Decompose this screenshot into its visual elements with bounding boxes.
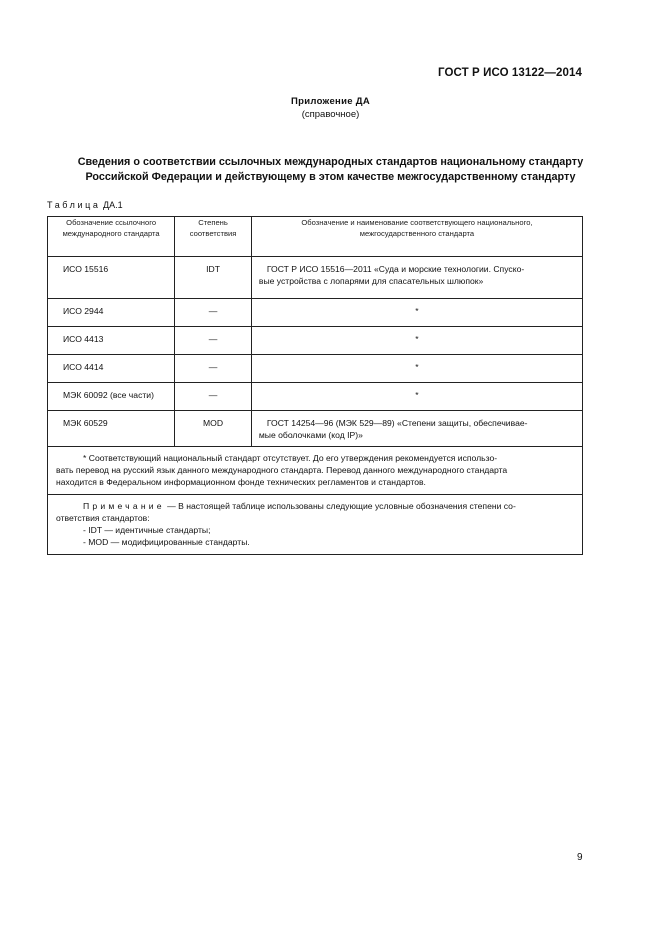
page-number: 9 xyxy=(577,852,583,863)
heading-line-1: Сведения о соответствии ссылочных международных стандартов национальному стандарту xyxy=(77,156,584,168)
row-degree: — xyxy=(175,383,252,411)
table-caption xyxy=(47,200,123,210)
header-col-national: Обозначение и наименование соответствующего национального, межгосударственного стандарта xyxy=(251,217,582,257)
row-description: * xyxy=(251,355,582,383)
row-degree: — xyxy=(175,327,252,355)
row-description: * xyxy=(251,327,582,355)
table-note: Примечание — В настоящей таблице использованы следующие условные обозначения степени со- ответствия стандартов: - IDT — идентичные стандарты; - MOD — модифицированные стандарты. xyxy=(48,495,583,555)
table-row xyxy=(48,327,583,355)
header-col-reference: Обозначение ссылочного международного стандарта xyxy=(48,217,175,257)
row-code: ИСО 15516 xyxy=(48,257,175,299)
correspondence-table xyxy=(47,216,583,555)
table-row xyxy=(48,299,583,327)
table-row xyxy=(48,257,583,299)
row-degree: — xyxy=(175,299,252,327)
row-description: ГОСТ Р ИСО 15516—2011 «Суда и морские технологии. Спуско- вые устройства с лопарями для спасательных шлюпок» xyxy=(251,257,582,299)
row-degree: IDT xyxy=(175,257,252,299)
row-code: МЭК 60092 (все части) xyxy=(48,383,175,411)
row-code: ИСО 4413 xyxy=(48,327,175,355)
table-footnote: * Соответствующий национальный стандарт отсутствует. До его утверждения рекомендуется использо- вать перевод на русский язык данного международного стандарта. Перевод данного международного стандарта находится в Федеральном информационном фонде технических регламентов и стандартов. xyxy=(48,447,583,495)
row-degree: MOD xyxy=(175,411,252,447)
table-caption-word: Таблица xyxy=(47,200,101,210)
table-row xyxy=(48,383,583,411)
row-degree: — xyxy=(175,355,252,383)
appendix-title: Приложение ДА xyxy=(291,96,370,107)
table-footnote-row xyxy=(48,447,583,495)
header-col-degree: Степень соответствия xyxy=(175,217,252,257)
table-header-row xyxy=(48,217,583,257)
note-item-idt: - IDT — идентичные стандарты; xyxy=(83,525,211,535)
document-code: ГОСТ Р ИСО 13122—2014 xyxy=(437,67,582,79)
appendix-subtitle: (справочное) xyxy=(301,109,360,120)
row-description: * xyxy=(251,299,582,327)
appendix-header xyxy=(0,95,661,121)
heading-line-2: Российской Федерации и действующему в этом качестве межгосударственному стандарту xyxy=(85,171,576,183)
table-row xyxy=(48,411,583,447)
note-label: Примечание xyxy=(83,501,165,511)
appendix-heading xyxy=(47,155,614,185)
table-note-row xyxy=(48,495,583,555)
row-code: ИСО 2944 xyxy=(48,299,175,327)
row-code: ИСО 4414 xyxy=(48,355,175,383)
note-item-mod: - MOD — модифицированные стандарты. xyxy=(83,537,250,547)
row-code: МЭК 60529 xyxy=(48,411,175,447)
row-description: * xyxy=(251,383,582,411)
table-caption-number: ДА.1 xyxy=(103,200,123,210)
table-row xyxy=(48,355,583,383)
row-description: ГОСТ 14254—96 (МЭК 529—89) «Степени защиты, обеспечивае- мые оболочками (код IP)» xyxy=(251,411,582,447)
